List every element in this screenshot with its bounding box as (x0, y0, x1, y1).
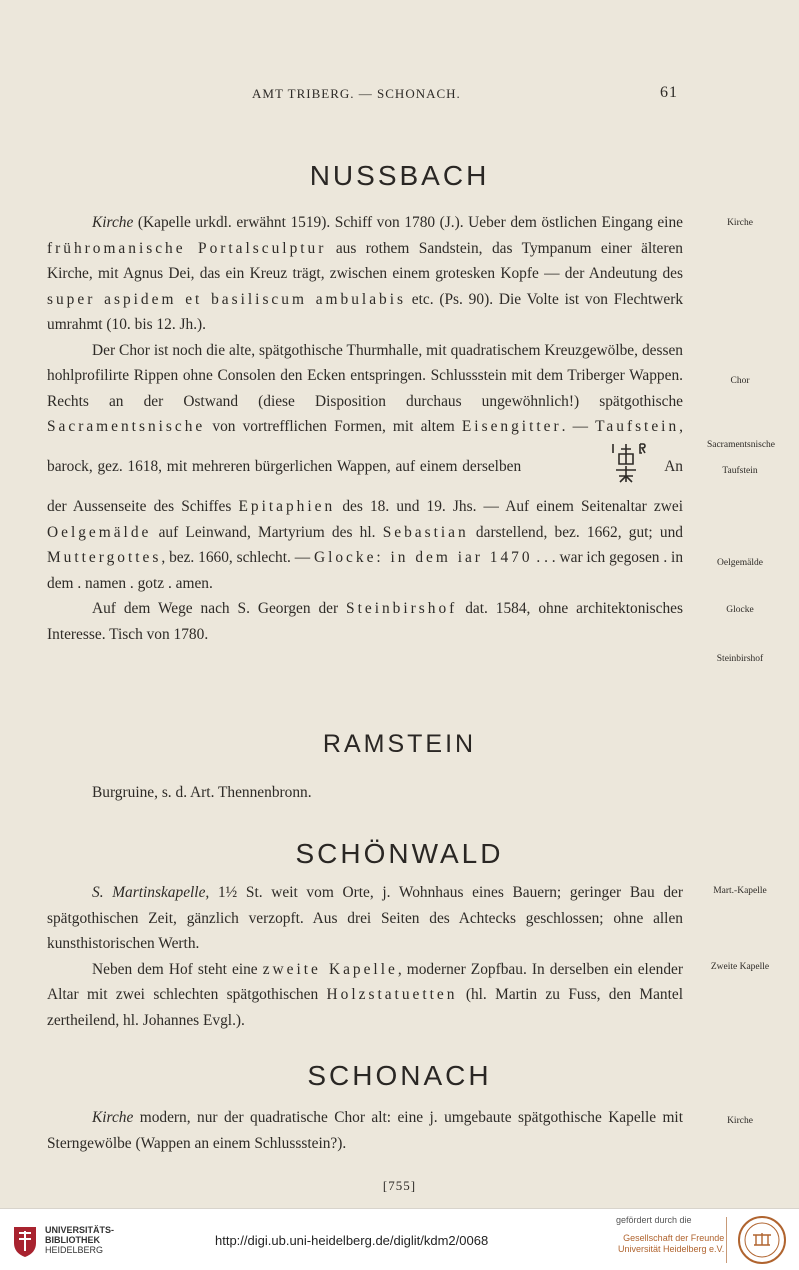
schoenwald-body (47, 880, 683, 1033)
section-title-schonach: SCHONACH (307, 1060, 492, 1091)
margin-note-chor: Chor (730, 376, 750, 386)
nussbach-paragraph-2: Der Chor ist noch die alte, spätgothische Thurmhalle, mit quadratischem Kreuzgewölbe, dessen hohlprofilirte Rippen ohne Consolen den Ecken entspringen. Schlussstein mit dem Triberger Wappen. Rechts an der Ostwand (diese Disposition durchaus ungewöhnlich!) spätgothische Sacramentsnische von vortrefflichen Formen, mit altem Eisengitter. — Taufstein, barock, gez. 1618, mit mehreren bürgerlichen Wappen, auf einem derselben An der Aussenseite des Schiffes Epitaphien des 18. und 19. Jhs. — Auf einem Seitenaltar zwei Oelgemälde auf Leinwand, Martyrium des hl. Sebastian darstellend, bez. 1662, gut; und Muttergottes, bez. 1660, schlecht. — Glocke: in dem iar 1470 . . . war ich gegosen . in dem . namen . gotz . amen. (47, 341, 684, 592)
permalink-url[interactable]: http://digi.ub.uni-heidelberg.de/diglit/kdm2/0068 (215, 1233, 489, 1248)
section-title-nussbach: NUSSBACH (309, 160, 490, 191)
funded-by-label: gefördert durch die (616, 1215, 692, 1225)
printer-signature: [755] (382, 1178, 417, 1193)
margin-note-taufstein: Taufstein (722, 466, 758, 476)
schonach-paragraph: Kirche modern, nur der quadratische Chor alt: eine j. umgebaute spätgothische Kapelle mit Sterngewölbe (Wappen an einem Schlussstein?). (47, 1109, 683, 1152)
margin-note-kirche: Kirche (727, 218, 753, 228)
schonach-body (47, 1105, 683, 1156)
nussbach-paragraph-1: Kirche (Kapelle urkdl. erwähnt 1519). Schiff von 1780 (J.). Ueber dem östlichen Eingang eine frühromanische Portalsculptur aus rothem Sandstein, das Tympanum einer älteren Kirche, mit Agnus Dei, das ein Kreuz trägt, zwischen einem grotesken Kopfe — der Andeutung des super aspidem et basiliscum ambulabis etc. (Ps. 90). Die Volte ist von Flechtwerk umrahmt (10. bis 12. Jh.). (47, 214, 684, 333)
schoenwald-paragraph-1: S. Martinskapelle, 1½ St. weit vom Orte, j. Wohnhaus eines Bauern; geringer Bau der spätgothischen Zeit, gänzlich verzopft. Aus drei Seiten des Achtecks geschlossen; ohne allen kunsthistorischen Werth. (47, 884, 683, 952)
ramstein-body (47, 780, 683, 806)
nussbach-paragraph-3: Auf dem Wege nach S. Georgen der Steinbirshof dat. 1584, ohne architektonisches Interesse. Tisch von 1780. (47, 600, 683, 643)
section-title-schoenwald: SCHÖNWALD (295, 838, 504, 869)
page-number: 61 (660, 84, 678, 101)
library-logo-icon[interactable] (10, 1221, 40, 1264)
digitization-footer (0, 1208, 799, 1270)
header-title: AMT TRIBERG. — SCHONACH. (252, 86, 461, 101)
coat-of-arms-mark (561, 440, 652, 495)
schoenwald-paragraph-2: Neben dem Hof steht eine zweite Kapelle, moderner Zopfbau. In derselben ein elender Altar mit zwei schlechten spätgothischen Holzstatuetten (hl. Martin zu Fuss, den Mantel zertheilend, hl. Johannes Evgl.). (47, 960, 683, 1029)
divider (726, 1217, 727, 1263)
society-seal-icon[interactable] (737, 1215, 787, 1270)
nussbach-body (47, 210, 683, 647)
section-title-ramstein: RAMSTEIN (322, 730, 477, 758)
library-name: UNIVERSITÄTS- BIBLIOTHEK HEIDELBERG (45, 1225, 115, 1255)
society-name: Gesellschaft der Freunde Universität Heidelberg e.V. (618, 1233, 725, 1254)
margin-note-oelgemaelde: Oelgemälde (717, 558, 763, 568)
ramstein-paragraph: Burgruine, s. d. Art. Thennenbronn. (92, 784, 312, 801)
margin-note-sacramentsnische: Sacramentsnische (706, 440, 776, 450)
margin-note-steinbirshof: Steinbirshof (716, 654, 764, 664)
margin-note-zweite-kapelle: Zweite Kapelle (710, 962, 770, 972)
margin-note-glocke: Glocke (726, 605, 754, 615)
margin-note-kirche-schonach: Kirche (727, 1116, 753, 1126)
margin-note-mart-kapelle: Mart.-Kapelle (713, 886, 767, 896)
